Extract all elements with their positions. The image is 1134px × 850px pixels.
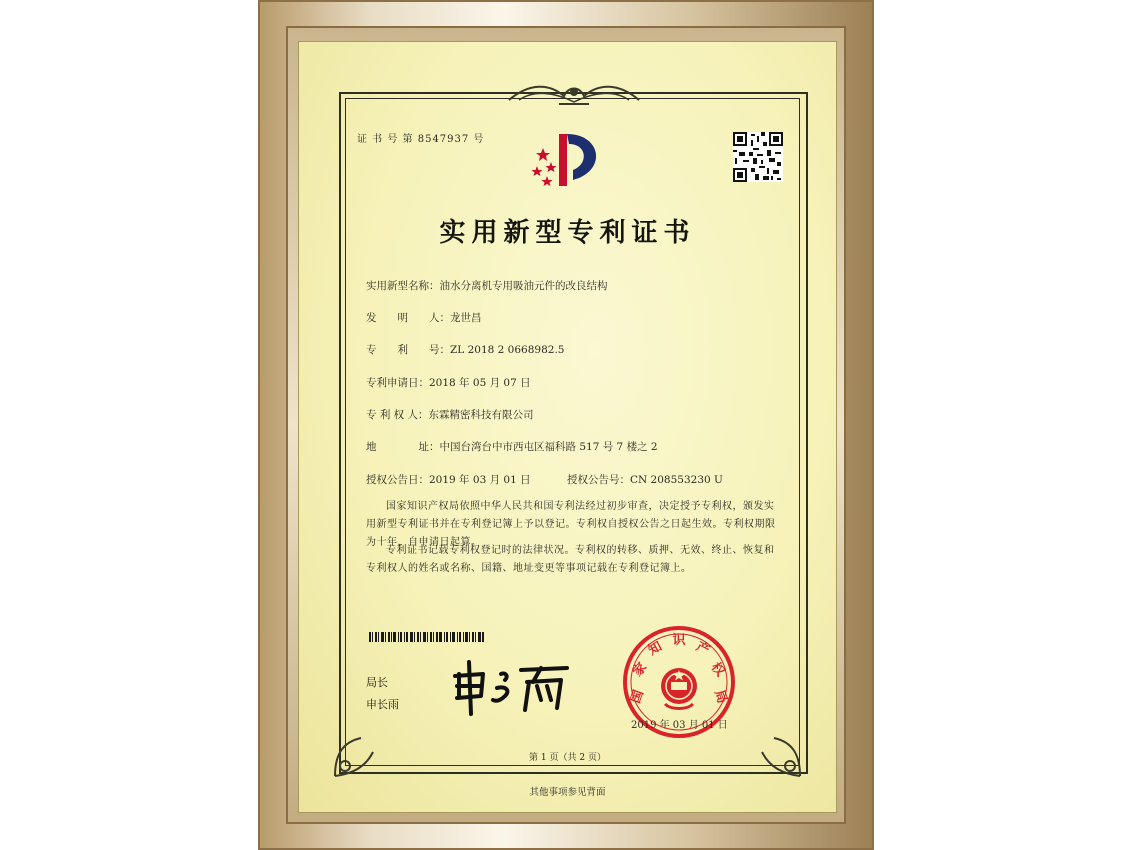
legal-status-paragraph: 专利证书记载专利权登记时的法律状况。专利权的转移、质押、无效、终止、恢复和专利权人的姓名或名称、国籍、地址变更等事项记载在专利登记簿上。 [366, 545, 775, 574]
director-name: 申长雨 [366, 698, 399, 711]
field-value: 2019 年 03 月 01 日 [429, 474, 531, 486]
field-label: 专 利 号： [366, 344, 450, 356]
field-label: 授权公告号： [567, 474, 630, 486]
certificate-paper [299, 42, 836, 812]
grant-statement-paragraph: 国家知识产权局依照中华人民共和国专利法经过初步审查，决定授予专利权，颁发实用新型专利证书并在专利登记簿上予以登记。专利权自授权公告之日起生效。专利权期限为十年，自申请日起算。 [366, 501, 776, 548]
field-label: 发 明 人： [366, 312, 450, 324]
top-ornament-icon [499, 78, 649, 108]
page-number: 第 1 页（共 2 页） [529, 753, 606, 763]
field-patent-holder [366, 407, 534, 422]
seal-char: 国 [628, 688, 647, 706]
seal-char: 权 [707, 659, 728, 680]
field-value: 2018 年 05 月 07 日 [429, 377, 531, 389]
seal-char: 家 [630, 659, 651, 680]
cnipa-logo-icon [529, 126, 613, 196]
footer-note: 其他事项参见背面 [529, 787, 606, 798]
field-application-date [366, 375, 531, 390]
director-title: 局长 [366, 676, 388, 689]
field-value: ZL 2018 2 0668982.5 [450, 344, 565, 356]
qr-code-icon [733, 132, 783, 182]
certificate-title: 实用新型专利证书 [439, 218, 696, 248]
seal-char: 识 [672, 633, 686, 648]
field-label: 专利申请日： [366, 377, 429, 389]
field-label: 授权公告日： [366, 474, 429, 486]
field-patent-number [366, 342, 564, 357]
seal-date: 2019 年 03 月 01 日 [631, 720, 728, 731]
field-value: CN 208553230 U [630, 474, 723, 486]
field-grant-number [567, 472, 723, 487]
field-label: 地 址： [366, 441, 440, 453]
seal-char: 产 [693, 639, 712, 659]
field-value: 中国台湾台中市西屯区福科路 517 号 7 楼之 2 [439, 441, 658, 453]
field-inventor [366, 310, 482, 325]
certificate-number: 证 书 号 第 8547937 号 [357, 134, 485, 145]
field-value: 龙世昌 [450, 312, 482, 324]
field-grant-date [366, 472, 531, 487]
barcode-icon [369, 632, 485, 642]
field-label: 实用新型名称： [366, 280, 440, 292]
field-utility-model-name [366, 278, 608, 293]
director-signature-icon [449, 656, 579, 718]
field-label: 专 利 权 人： [366, 409, 429, 421]
seal-char: 局 [711, 688, 730, 706]
seal-char: 知 [646, 639, 665, 659]
field-address [366, 439, 658, 454]
field-value: 油水分离机专用吸油元件的改良结构 [439, 280, 608, 292]
field-value: 东霖精密科技有限公司 [428, 409, 534, 421]
